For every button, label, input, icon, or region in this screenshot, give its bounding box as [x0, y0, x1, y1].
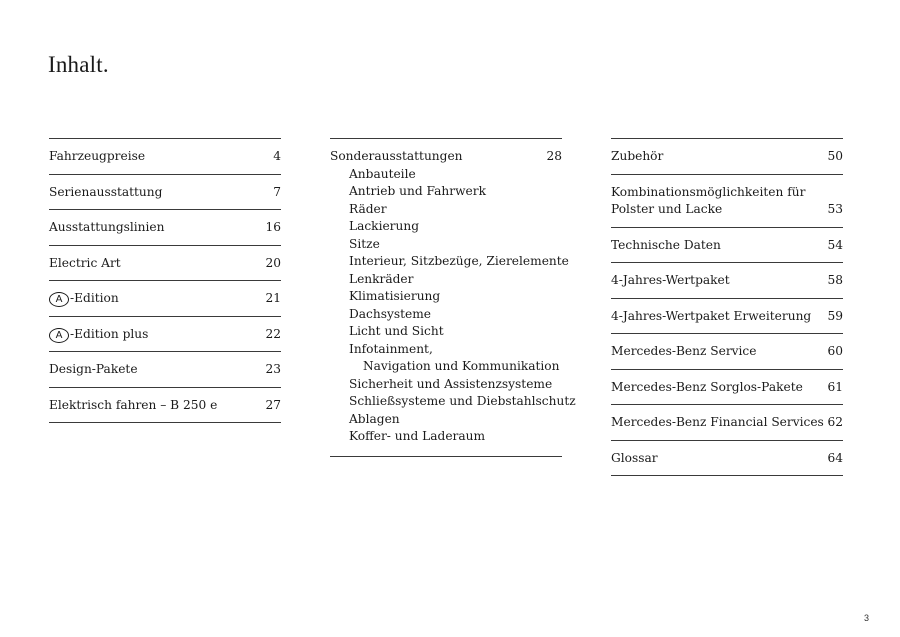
toc-entry-label: 4-Jahres-Wertpaket Erweiterung: [611, 308, 812, 323]
toc-entry-page: 27: [265, 397, 281, 412]
toc-entry-label: Serienausstattung: [49, 184, 163, 199]
toc-entry-label: Zubehör: [611, 149, 664, 163]
toc-subentry[interactable]: Ablagen: [349, 411, 400, 426]
toc-subentry[interactable]: Klimatisierung: [349, 289, 441, 303]
toc-entry-label: -Edition plus: [70, 326, 149, 341]
toc-entry-page: 59: [827, 308, 843, 323]
a-class-badge-icon: A: [49, 328, 69, 343]
toc-entry-label: Mercedes-Benz Financial Services: [611, 415, 824, 429]
toc-entry[interactable]: [611, 370, 843, 406]
toc-subentry[interactable]: Räder: [349, 201, 387, 216]
toc-entry[interactable]: [611, 139, 843, 175]
toc-entry[interactable]: [49, 388, 281, 424]
toc-entry-page: 58: [827, 273, 843, 287]
toc-entry-page: 53: [827, 202, 843, 216]
toc-entry[interactable]: [49, 139, 281, 175]
toc-entry-label: Design-Pakete: [49, 362, 138, 376]
toc-entry-label: Sonderausstattungen: [330, 149, 463, 163]
toc-subentry[interactable]: Anbauteile: [349, 166, 416, 181]
toc-subentry[interactable]: Koffer- und Laderaum: [349, 429, 486, 443]
toc-entry-label: Elektrisch fahren – B 250 e: [49, 397, 218, 412]
toc-entry[interactable]: [611, 228, 843, 264]
toc-entry-page: 7: [273, 184, 281, 199]
toc-entry-page: 60: [827, 344, 843, 358]
toc-subentry[interactable]: Dachsysteme: [349, 306, 431, 321]
toc-entry-page: 54: [827, 237, 843, 252]
toc-entry-label: Fahrzeugpreise: [49, 149, 146, 163]
toc-column-2: [330, 138, 576, 457]
toc-subentry[interactable]: Antrieb und Fahrwerk: [349, 184, 486, 198]
toc-entry-sonderausstattungen[interactable]: [330, 139, 576, 457]
toc-subentry[interactable]: Lenkräder: [349, 271, 414, 286]
toc-entry-page: 22: [265, 326, 281, 341]
toc-entry-label-line-2: Polster und Lacke: [611, 202, 723, 216]
toc-column-1: [49, 138, 281, 423]
toc-entry-page: 16: [265, 220, 281, 234]
toc-subentry[interactable]: Sitze: [349, 236, 380, 251]
toc-subentry[interactable]: Lackierung: [349, 219, 420, 233]
toc-entry-label: -Edition: [70, 291, 119, 305]
toc-entry[interactable]: [49, 246, 281, 282]
toc-entry-label: Electric Art: [49, 255, 121, 270]
toc-subentry[interactable]: Licht und Sicht: [349, 324, 444, 338]
toc-entry-page: 20: [265, 255, 281, 270]
toc-entry[interactable]: [611, 405, 843, 441]
toc-entry[interactable]: [49, 210, 281, 246]
toc-entry-label: Ausstattungslinien: [49, 220, 165, 234]
toc-entry-page: 28: [546, 149, 562, 163]
toc-entry[interactable]: [611, 299, 843, 335]
a-class-badge-icon: A: [49, 292, 69, 307]
toc-entry-page: 62: [827, 415, 843, 429]
toc-entry-page: 23: [265, 362, 281, 376]
toc-entry[interactable]: [611, 441, 843, 477]
toc-entry-page: 64: [827, 450, 843, 465]
toc-entry-page: 21: [265, 291, 281, 305]
toc-entry[interactable]: [49, 352, 281, 388]
toc-entry-label-line-1: Kombinationsmöglichkeiten für: [611, 184, 806, 199]
toc-entry-label: Mercedes-Benz Sorglos-Pakete: [611, 379, 803, 394]
page-title: Inhalt.: [48, 52, 109, 77]
toc-entry-label: Technische Daten: [611, 237, 721, 252]
toc-subentry[interactable]: Interieur, Sitzbezüge, Zierelemente: [349, 254, 569, 268]
toc-entry[interactable]: [611, 175, 843, 228]
toc-entry[interactable]: [49, 281, 281, 317]
toc-entry-label: 4-Jahres-Wertpaket: [611, 273, 730, 287]
toc-entry[interactable]: [49, 175, 281, 211]
toc-subentry[interactable]: Infotainment,: [349, 341, 433, 356]
toc-entry-page: 50: [827, 149, 843, 163]
toc-entry-page: 4: [273, 149, 281, 163]
toc-entry-label: Mercedes-Benz Service: [611, 344, 757, 358]
toc-subentry[interactable]: Navigation und Kommunikation: [363, 359, 560, 373]
toc-subentry[interactable]: Schließsysteme und Diebstahlschutz: [349, 394, 576, 408]
toc-entry[interactable]: [611, 334, 843, 370]
toc-subentry[interactable]: Sicherheit und Assistenzsysteme: [349, 376, 553, 391]
toc-column-3: [611, 138, 843, 476]
toc-entry[interactable]: [49, 317, 281, 353]
toc-entry[interactable]: [611, 263, 843, 299]
toc-entry-label: Glossar: [611, 450, 658, 465]
page-number: 3: [863, 613, 869, 623]
toc-entry-page: 61: [827, 379, 843, 394]
